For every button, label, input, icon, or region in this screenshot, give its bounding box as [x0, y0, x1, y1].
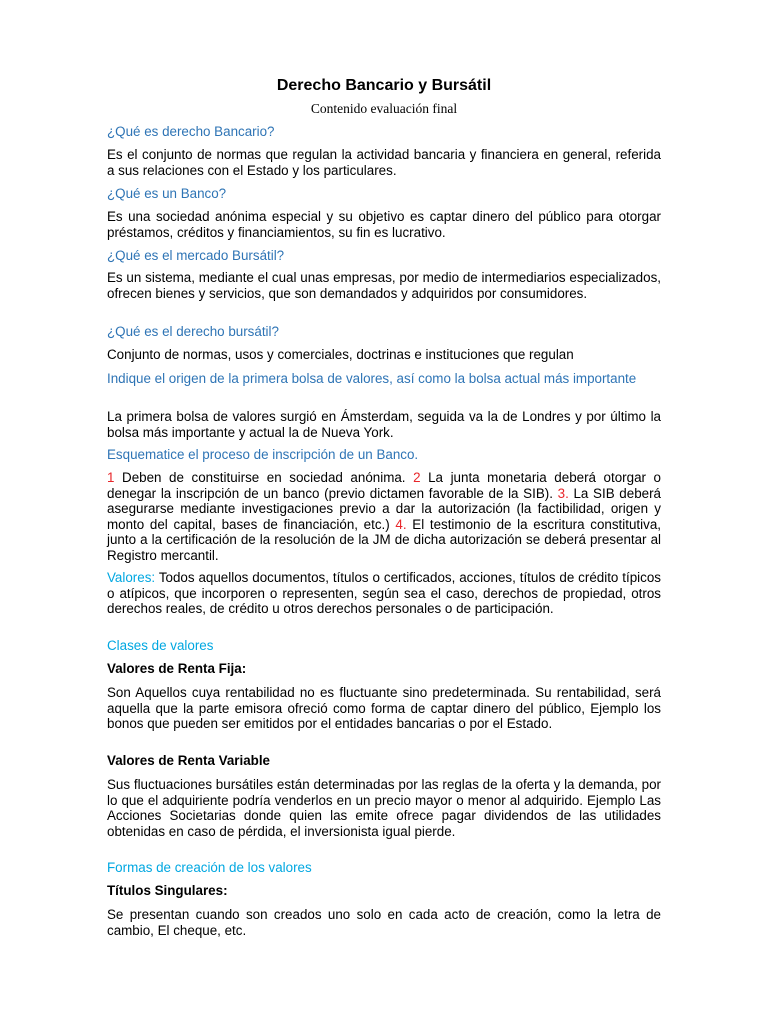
step-number-4: 4.	[395, 516, 407, 532]
valores-definition	[107, 570, 661, 617]
heading-renta-variable: Valores de Renta Variable	[107, 753, 271, 768]
answer-derecho-bancario: Es el conjunto de normas que regulan la actividad bancaria y financiera en general, referida a sus relaciones con el Estado y los particulares.	[107, 147, 661, 178]
step-number-3: 3.	[557, 485, 569, 501]
inscription-steps	[107, 470, 661, 563]
answer-origen-bolsa: La primera bolsa de valores surgió en Ámsterdam, seguida va la de Londres y por último la bolsa más importante y actual la de Nueva York.	[107, 409, 661, 440]
valores-label: Valores:	[107, 570, 156, 585]
text-renta-fija: Son Aquellos cuya rentabilidad no es fluctuante sino predeterminada. Su rentabilidad, será aquella que la parte emisora ofreció como forma de captar dinero del público, Ejemplo los bonos que pueden ser emitidos por el entidades bancarias o por el Estado.	[107, 685, 661, 731]
step-number-2: 2	[413, 470, 421, 485]
question-banco: ¿Qué es un Banco?	[107, 186, 227, 201]
question-origen-bolsa: Indique el origen de la primera bolsa de valores, así como la bolsa actual más importante	[107, 371, 637, 386]
document-subtitle: Contenido evaluación final	[310, 101, 458, 116]
heading-clases-valores: Clases de valores	[107, 638, 214, 653]
answer-derecho-bursatil: Conjunto de normas, usos y comerciales, doctrinas e instituciones que regulan	[107, 347, 574, 362]
valores-text: Todos aquellos documentos, títulos o certificados, acciones, títulos de crédito típicos o atípicos, que incorporen o representen, según sea el caso, derechos de propiedad, otros derechos reales, de crédito u otros derechos personales o de participación.	[107, 570, 661, 616]
question-mercado-bursatil: ¿Qué es el mercado Bursátil?	[107, 248, 285, 263]
question-derecho-bursatil: ¿Qué es el derecho bursátil?	[107, 324, 279, 339]
question-derecho-bancario: ¿Qué es derecho Bancario?	[107, 124, 275, 139]
text-titulos-singulares: Se presentan cuando son creados uno solo en cada acto de creación, como la letra de cambio, El cheque, etc.	[107, 907, 661, 938]
heading-formas-creacion: Formas de creación de los valores	[107, 860, 312, 875]
answer-mercado-bursatil: Es un sistema, mediante el cual unas empresas, por medio de intermediarios especializados, ofrecen bienes y servicios, que son demandados y adquiridos por consumidores.	[107, 270, 661, 301]
step-text-4: El testimonio de la escritura constitutiva, junto a la certificación de la resolución de la JM de dicha autorización se deberá presentar al Registro mercantil.	[107, 516, 661, 563]
step-text-3: La SIB deberá asegurarse mediante investigaciones previo a dar la autorización (la factibilidad, origen y monto del capital, bases de financiación, etc.)	[107, 485, 661, 532]
heading-titulos-singulares: Títulos Singulares:	[107, 883, 228, 898]
text-renta-variable: Sus fluctuaciones bursátiles están determinadas por las reglas de la oferta y la demanda, por lo que el adquiriente podría venderlos en un precio mayor o menor al adquirido. Ejemplo Las Acciones Societarias donde quien las emite ofrece pagar dividendos de las utilidades obtenidas en caso de pérdida, el inversionista igual pierde.	[107, 777, 661, 839]
question-inscripcion-banco: Esquematice el proceso de inscripción de un Banco.	[107, 447, 419, 462]
step-text-1: Deben de constituirse en sociedad anónima.	[114, 470, 414, 485]
step-number-1: 1	[107, 470, 115, 485]
heading-renta-fija: Valores de Renta Fija:	[107, 661, 247, 676]
answer-banco: Es una sociedad anónima especial y su objetivo es captar dinero del público para otorgar préstamos, créditos y financiamientos, su fin es lucrativo.	[107, 209, 661, 240]
document-title: Derecho Bancario y Bursátil	[276, 77, 492, 94]
step-text-2: La junta monetaria deberá otorgar o denegar la inscripción de un banco (previo dictamen favorable de la SIB).	[107, 470, 662, 501]
